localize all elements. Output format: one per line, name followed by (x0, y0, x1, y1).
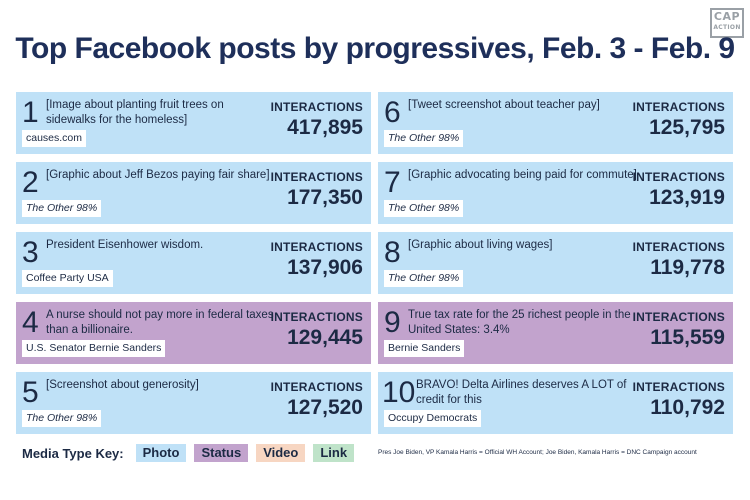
post-rank: 10 (382, 376, 416, 409)
interactions-value: 417,895 (287, 116, 363, 139)
post-source: The Other 98% (384, 130, 463, 147)
post-card-3 (16, 232, 371, 294)
interactions-value: 137,906 (287, 256, 363, 279)
post-source: The Other 98% (22, 200, 101, 217)
logo-line1: CAP (713, 10, 741, 23)
post-rank: 1 (22, 96, 39, 129)
interactions-value: 110,792 (650, 396, 725, 419)
post-rank: 8 (384, 236, 401, 269)
interactions-value: 127,520 (287, 396, 363, 419)
media-type-key-label: Media Type Key: (22, 445, 124, 461)
key-chip-link: Link (313, 444, 354, 462)
post-description: BRAVO! Delta Airlines deserves A LOT of credit for this (416, 379, 627, 406)
interactions-label: INTERACTIONS (632, 240, 725, 254)
interactions-value: 115,559 (650, 326, 725, 349)
title-suffix: , Feb. 3 - Feb. 9 (526, 32, 735, 65)
post-description: A nurse should not pay more in federal taxes than a billionaire. (46, 309, 274, 336)
interactions-value: 123,919 (649, 186, 725, 209)
footnote: Pres Joe Biden, VP Kamala Harris = Official WH Account; Joe Biden, Kamala Harris = DNC Campaign account (378, 449, 697, 456)
interactions-label: INTERACTIONS (270, 100, 363, 114)
page-title (0, 32, 750, 66)
key-chip-photo: Photo (136, 444, 187, 462)
post-source: U.S. Senator Bernie Sanders (22, 340, 165, 357)
post-source: Coffee Party USA (22, 270, 113, 287)
post-description: [Tweet screenshot about teacher pay] (408, 99, 600, 111)
post-rank: 3 (22, 236, 39, 269)
interactions-label: INTERACTIONS (632, 170, 725, 184)
post-rank: 2 (22, 166, 39, 199)
post-description: [Image about planting fruit trees on sidewalks for the homeless] (46, 99, 224, 126)
post-card-6 (378, 92, 733, 154)
post-description: [Graphic advocating being paid for commute] (408, 169, 637, 181)
post-card-5 (16, 372, 371, 434)
interactions-label: INTERACTIONS (632, 380, 725, 394)
post-rank: 5 (22, 376, 39, 409)
interactions-label: INTERACTIONS (270, 170, 363, 184)
post-card-4 (16, 302, 371, 364)
post-source: Bernie Sanders (384, 340, 464, 357)
interactions-label: INTERACTIONS (632, 310, 725, 324)
media-type-key (22, 444, 362, 462)
interactions-label: INTERACTIONS (632, 100, 725, 114)
post-card-8 (378, 232, 733, 294)
post-description: President Eisenhower wisdom. (46, 239, 204, 251)
title-prefix: Top Facebook posts (15, 32, 304, 65)
post-description: [Graphic about Jeff Bezos paying fair share] (46, 169, 270, 181)
post-source: Occupy Democrats (384, 410, 481, 427)
post-description: [Graphic about living wages] (408, 239, 553, 251)
post-rank: 9 (384, 306, 401, 339)
post-rank: 6 (384, 96, 401, 129)
post-card-1 (16, 92, 371, 154)
title-bold: by progressives (303, 32, 527, 65)
interactions-value: 129,445 (287, 326, 363, 349)
post-card-2 (16, 162, 371, 224)
post-card-9 (378, 302, 733, 364)
interactions-value: 119,778 (650, 256, 725, 279)
interactions-value: 177,350 (287, 186, 363, 209)
post-source: The Other 98% (22, 410, 101, 427)
post-source: The Other 98% (384, 200, 463, 217)
key-chip-status: Status (194, 444, 248, 462)
interactions-label: INTERACTIONS (270, 240, 363, 254)
interactions-label: INTERACTIONS (270, 310, 363, 324)
post-source: causes.com (22, 130, 86, 147)
post-card-10 (378, 372, 733, 434)
logo-line2: ACTION (713, 24, 741, 31)
post-rank: 4 (22, 306, 39, 339)
post-rank: 7 (384, 166, 401, 199)
post-source: The Other 98% (384, 270, 463, 287)
post-description: True tax rate for the 25 richest people in the United States: 3.4% (408, 309, 631, 336)
key-chip-video: Video (256, 444, 305, 462)
post-card-7 (378, 162, 733, 224)
interactions-value: 125,795 (649, 116, 725, 139)
interactions-label: INTERACTIONS (270, 380, 363, 394)
post-description: [Screenshot about generosity] (46, 379, 199, 391)
